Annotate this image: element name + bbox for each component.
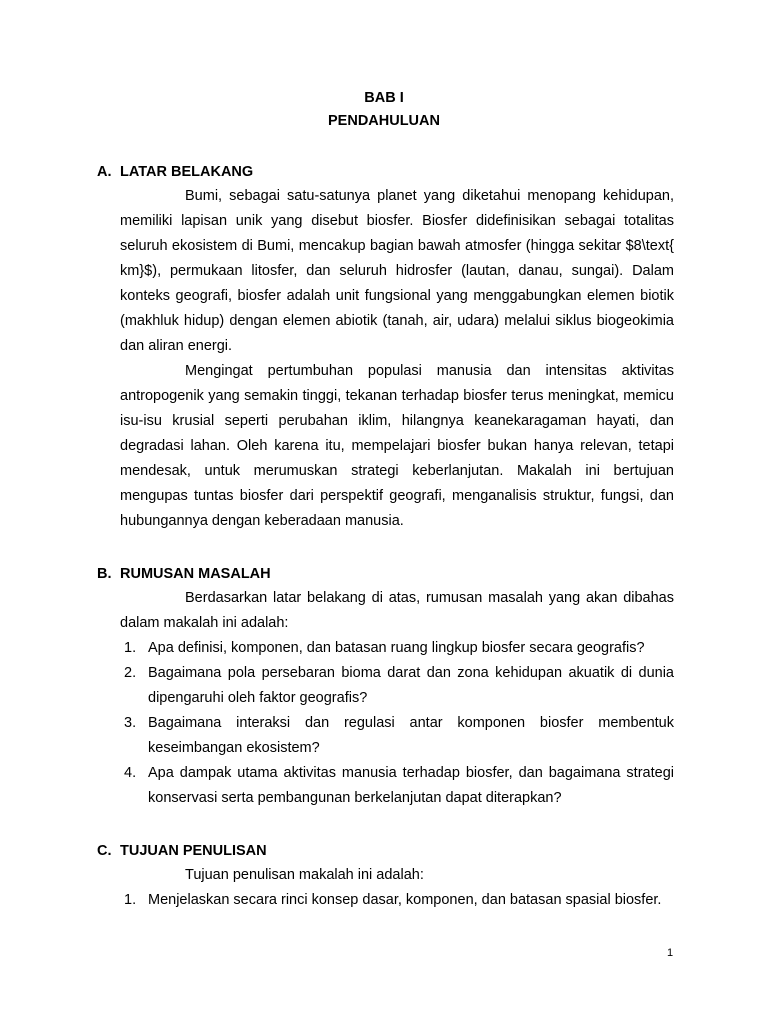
list-item [120,661,674,711]
list-text: Bagaimana pola persebaran bioma darat dan zona kehidupan akuatik di dunia dipengaruhi oleh faktor geografis? [148,665,674,706]
list-number: 4. [124,765,137,781]
list-text: Apa dampak utama aktivitas manusia terhadap biosfer, dan bagaimana strategi konservasi serta pembangunan berkelanjutan dapat diterapkan? [148,765,674,806]
section-b-heading [97,564,271,584]
chapter-label: BAB I [364,90,404,106]
list-item [120,888,674,913]
section-a-title: LATAR BELAKANG [120,164,254,180]
list-text: Bagaimana interaksi dan regulasi antar komponen biosfer membentuk keseimbangan ekosistem? [148,715,674,756]
list-number: 1. [124,640,137,656]
chapter-title: PENDAHULUAN [328,113,440,129]
section-a-letter: A. [97,164,112,180]
list-item [120,761,674,811]
section-c-title: TUJUAN PENULISAN [120,843,267,859]
problem-list [120,636,674,811]
list-text: Menjelaskan secara rinci konsep dasar, komponen, dan batasan spasial biosfer. [148,892,662,908]
page-number: 1 [667,947,674,959]
list-item [120,711,674,761]
background-paragraph-1: Bumi, sebagai satu-satunya planet yang diketahui menopang kehidupan, memiliki lapisan unik yang disebut biosfer. Biosfer didefinisikan sebagai totalitas seluruh ekosistem di Bumi, mencakup bagian bawah atmosfer (hingga sekitar $8\text{ km}$), permukaan litosfer, dan seluruh hidrosfer (lautan, danau, sungai). Dalam konteks geografi, biosfer adalah unit fungsional yang menggabungkan elemen biotik (makhluk hidup) dengan elemen abiotik (tanah, air, udara) melalui siklus biogeokimia dan aliran energi. [120,188,674,354]
objective-list [120,888,674,913]
list-text: Apa definisi, komponen, dan batasan ruang lingkup biosfer secara geografis? [148,640,645,656]
list-number: 1. [124,892,137,908]
list-number: 2. [124,665,137,681]
section-c-heading [97,841,267,861]
section-b-letter: B. [97,566,112,582]
objective-intro: Tujuan penulisan makalah ini adalah: [185,867,424,883]
list-number: 3. [124,715,137,731]
background-paragraph-2: Mengingat pertumbuhan populasi manusia dan intensitas aktivitas antropogenik yang semakin tinggi, tekanan terhadap biosfer terus meningkat, memicu isu-isu krusial seperti perubahan iklim, hilangnya keanekaragaman hayati, dan degradasi lahan. Oleh karena itu, mempelajari biosfer bukan hanya relevan, tetapi mendesak, untuk merumuskan strategi keberlanjutan. Makalah ini bertujuan mengupas tuntas biosfer dari perspektif geografi, menganalisis struktur, fungsi, dan hubungannya dengan keberadaan manusia. [120,363,674,529]
list-item [120,636,674,661]
section-a-heading [97,162,253,182]
section-b-title: RUMUSAN MASALAH [120,566,271,582]
section-c-letter: C. [97,843,112,859]
problem-intro: Berdasarkan latar belakang di atas, rumusan masalah yang akan dibahas dalam makalah ini adalah: [120,590,674,631]
